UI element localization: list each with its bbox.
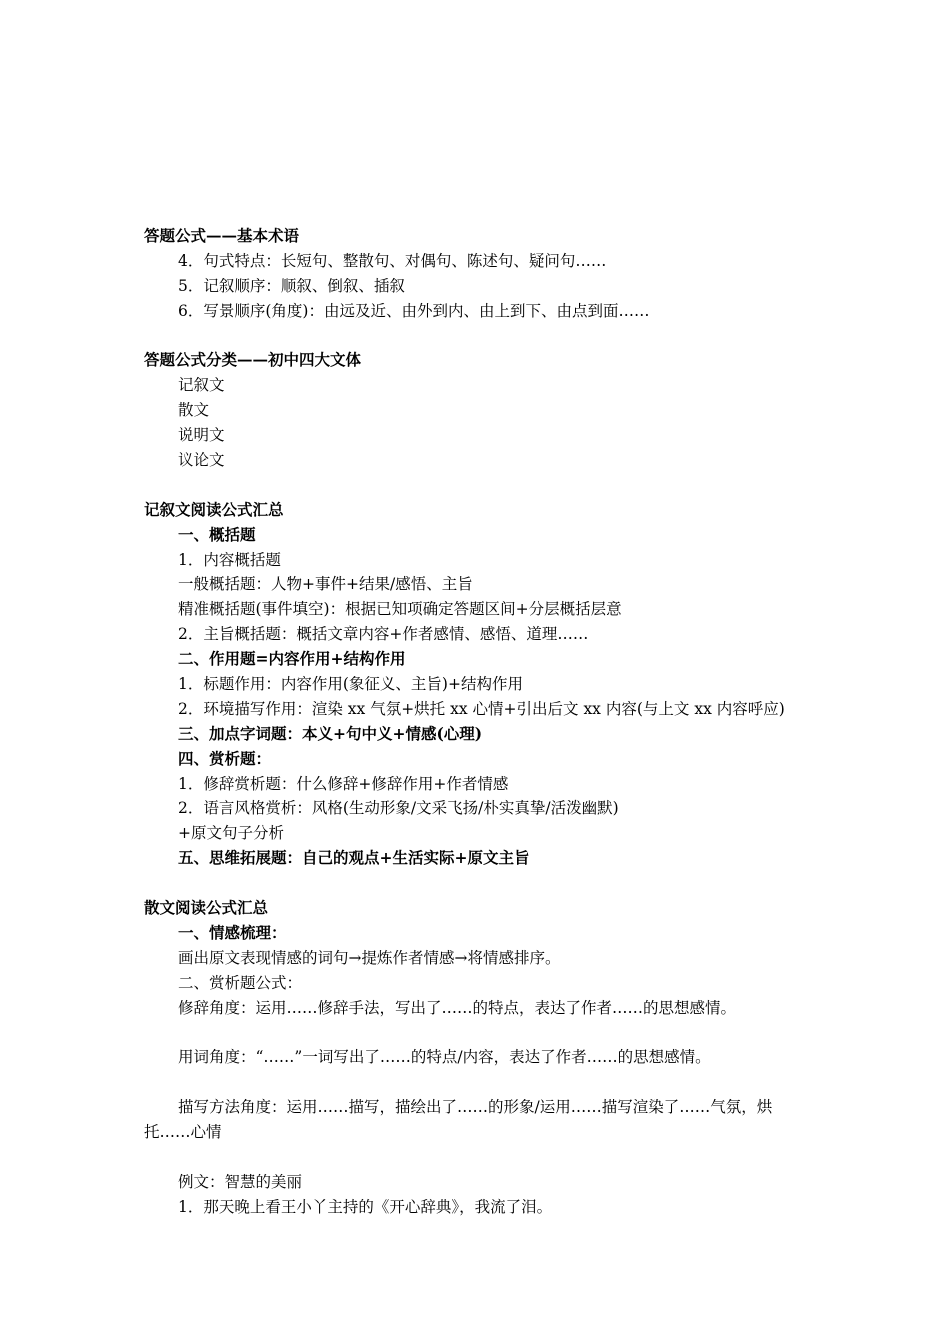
section-title: 答题公式分类——初中四大文体 [144, 350, 362, 370]
section-title: 答题公式——基本术语 [144, 226, 300, 245]
text-line: 1．内容概括题 [178, 550, 281, 569]
list-item: 4．句式特点：长短句、整散句、对偶句、陈述句、疑问句…… [178, 251, 607, 270]
text-line: 2．语言风格赏析：风格(生动形象/文采飞扬/朴实真挚/活泼幽默) [178, 799, 619, 818]
spacer [144, 1145, 810, 1170]
list-item: 说明文 [178, 426, 225, 445]
text-line: 一般概括题：人物+事件+结果/感悟、主旨 [178, 575, 473, 594]
text-line: 二、赏析题公式： [178, 973, 303, 992]
subheading: 一、概括题 [178, 524, 256, 544]
text-line: 修辞角度：运用……修辞手法，写出了……的特点，表达了作者……的思想感情。 [178, 998, 737, 1017]
text-paragraph: 描写方法角度：运用……描写，描绘出了……的形象/运用……描写渲染了……气氛，烘托……心情 [144, 1098, 773, 1142]
list-item: 议论文 [178, 451, 225, 470]
text-line: 例文：智慧的美丽 [178, 1172, 303, 1191]
text-line: 1．那天晚上看王小丫主持的《开心辞典》，我流了泪。 [178, 1197, 553, 1216]
subheading: 一、情感梳理： [178, 922, 287, 942]
list-item: 记叙文 [178, 376, 225, 395]
section-title: 散文阅读公式汇总 [144, 898, 269, 918]
text-line: 1．标题作用：内容作用(象征义、主旨)+结构作用 [178, 675, 523, 694]
text-line: 2．主旨概括题：概括文章内容+作者感情、感悟、道理…… [178, 625, 589, 644]
text-line: 精准概括题(事件填空)：根据已知项确定答题区间+分层概括层意 [178, 600, 622, 619]
text-line: 2．环境描写作用：渲染 xx 气氛+烘托 xx 心情+引出后文 xx 内容(与上文 xx 内容呼应) [178, 699, 785, 718]
subheading: 三、加点字词题：本义+句中义+情感(心理) [178, 723, 483, 743]
spacer [144, 324, 810, 349]
document-page [144, 224, 810, 1220]
text-line: +原文句子分析 [178, 824, 284, 843]
text-line: 画出原文表现情感的词句→提炼作者情感→将情感排序。 [178, 948, 561, 967]
spacer [144, 871, 810, 896]
subheading: 四、赏析题： [178, 748, 272, 768]
list-item: 5．记叙顺序：顺叙、倒叙、插叙 [178, 276, 405, 295]
text-line: 1．修辞赏析题：什么修辞+修辞作用+作者情感 [178, 774, 509, 793]
spacer [144, 1021, 810, 1046]
subheading: 二、作用题=内容作用+结构作用 [178, 649, 406, 669]
text-line: 用词角度：“……”一词写出了……的特点/内容，表达了作者……的思想感情。 [178, 1048, 711, 1067]
list-item: 6．写景顺序(角度)：由远及近、由外到内、由上到下、由点到面…… [178, 301, 650, 320]
list-item: 散文 [178, 401, 210, 420]
spacer [144, 473, 810, 498]
subheading: 五、思维拓展题：自己的观点+生活实际+原文主旨 [178, 848, 530, 868]
section-title: 记叙文阅读公式汇总 [144, 499, 284, 519]
spacer [144, 1070, 810, 1095]
